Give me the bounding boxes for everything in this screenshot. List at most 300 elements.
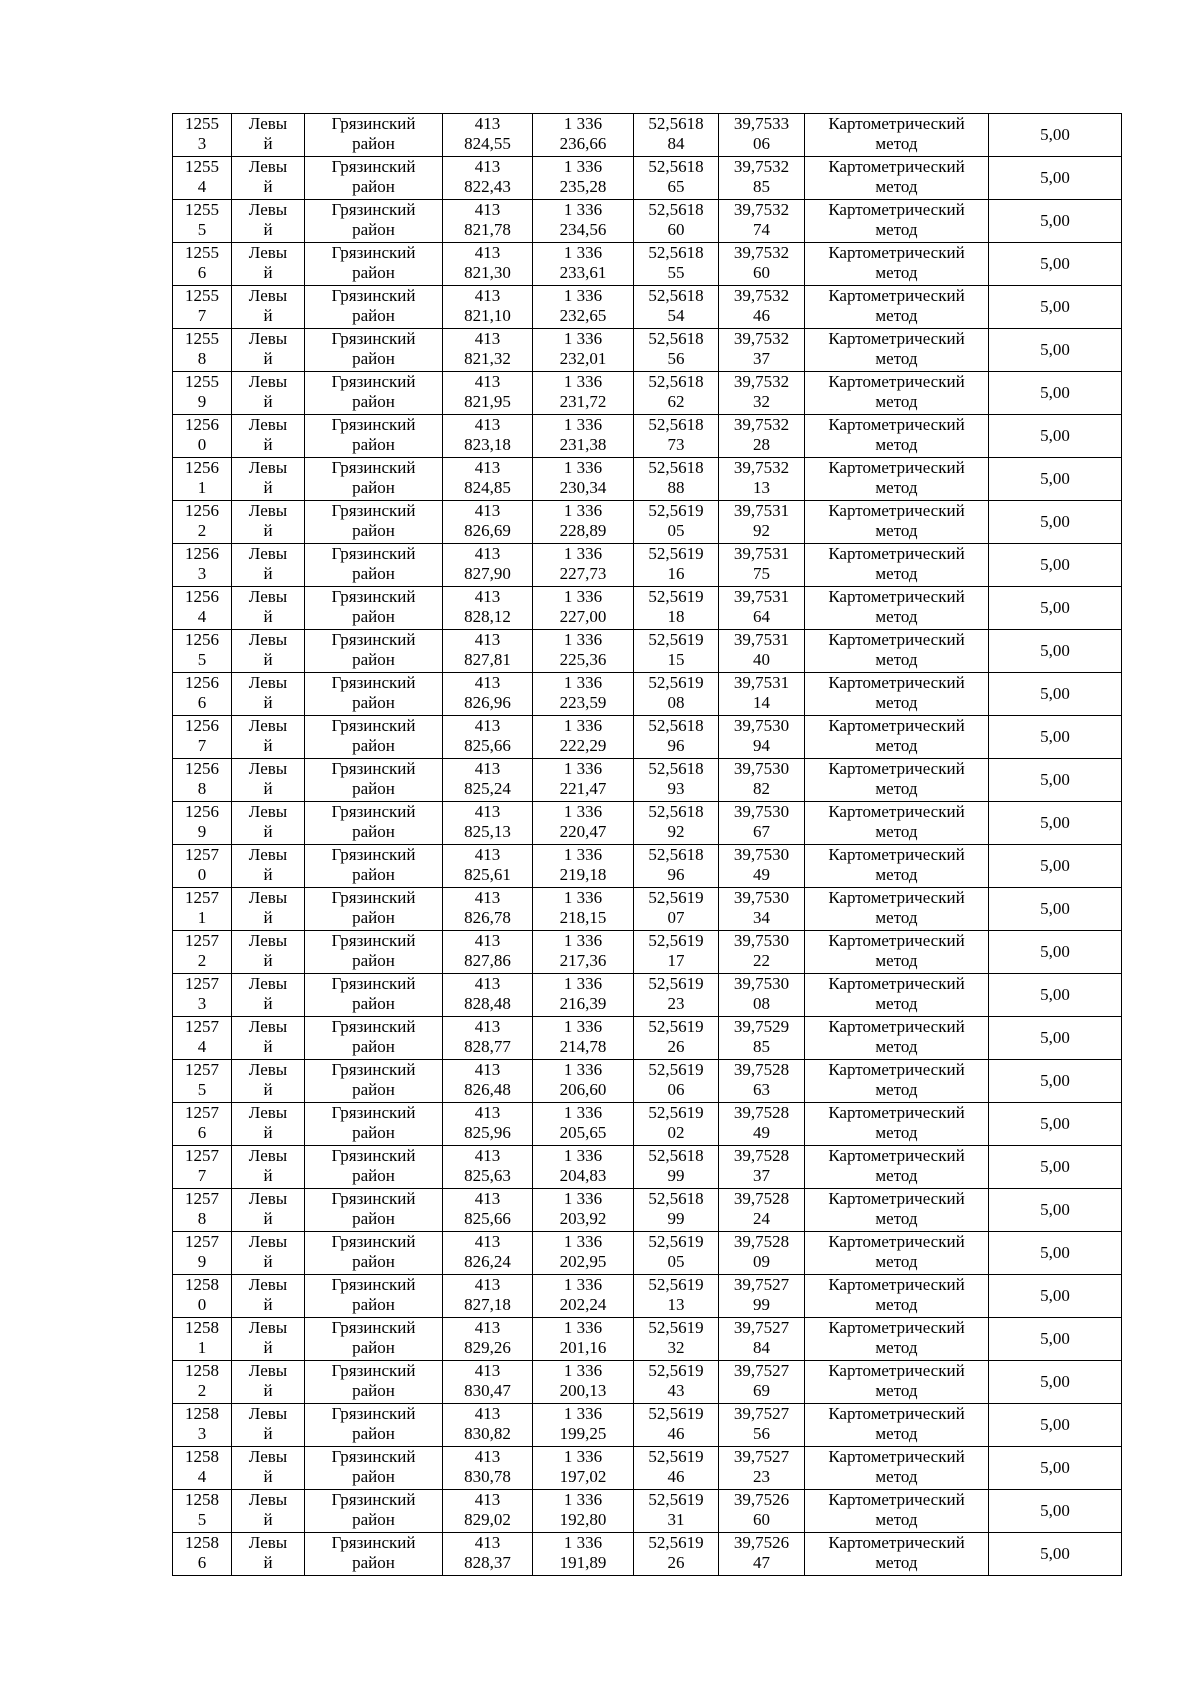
district-text: Грязинский: [331, 286, 416, 305]
side-cell: [232, 1060, 305, 1103]
coord-y-text: 227,00: [559, 607, 607, 626]
method-text: метод: [875, 478, 918, 497]
accuracy-text: 5,00: [1040, 1243, 1070, 1262]
district-cell: [305, 243, 443, 286]
method-text: метод: [875, 1467, 918, 1486]
longitude-text: 39,7532: [733, 243, 790, 262]
method-cell: [805, 1017, 989, 1060]
latitude-cell: [634, 759, 719, 802]
coord-x-cell: [443, 415, 533, 458]
longitude-cell: [719, 1533, 805, 1576]
coord-y-text: 219,18: [559, 865, 607, 884]
point-number-cell: [173, 1361, 232, 1404]
coord-x-text: 413: [474, 802, 501, 821]
method-cell: [805, 243, 989, 286]
latitude-text: 52,5618: [648, 1189, 704, 1208]
accuracy-text: 5,00: [1040, 1028, 1070, 1047]
latitude-text: 05: [667, 521, 685, 540]
accuracy-cell: [989, 415, 1122, 458]
longitude-text: 39,7527: [733, 1275, 790, 1294]
district-text: район: [352, 693, 395, 712]
longitude-text: 39,7526: [733, 1490, 790, 1509]
side-text: Левы: [248, 845, 288, 864]
side-cell: [232, 1404, 305, 1447]
district-text: район: [352, 1424, 395, 1443]
latitude-text: 55: [667, 263, 685, 282]
latitude-text: 52,5619: [648, 1318, 704, 1337]
accuracy-text: 5,00: [1040, 555, 1070, 574]
district-text: район: [352, 1037, 395, 1056]
coord-x-text: 824,55: [464, 134, 511, 153]
accuracy-text: 5,00: [1040, 985, 1070, 1004]
side-text: й: [263, 349, 273, 368]
side-text: й: [263, 607, 273, 626]
point-number-text: 1256: [185, 716, 219, 735]
point-number-text: 1256: [185, 458, 219, 477]
coord-y-text: 1 336: [563, 1318, 603, 1337]
point-number-text: 1255: [185, 114, 219, 133]
coord-x-text: 827,18: [464, 1295, 511, 1314]
longitude-text: 39,7526: [733, 1533, 790, 1552]
method-text: метод: [875, 865, 918, 884]
side-cell: [232, 1146, 305, 1189]
point-number-text: 1: [197, 908, 207, 927]
point-number-text: 2: [197, 1381, 207, 1400]
accuracy-cell: [989, 1404, 1122, 1447]
coord-y-text: 1 336: [563, 888, 603, 907]
side-text: Левы: [248, 200, 288, 219]
side-text: й: [263, 521, 273, 540]
coord-y-text: 1 336: [563, 286, 603, 305]
coord-y-text: 197,02: [559, 1467, 607, 1486]
table-row: [173, 286, 1122, 329]
point-number-text: 0: [197, 1295, 207, 1314]
point-number-cell: [173, 1533, 232, 1576]
coord-x-cell: [443, 458, 533, 501]
method-text: метод: [875, 134, 918, 153]
coord-x-text: 413: [474, 544, 501, 563]
point-number-text: 1257: [185, 1103, 219, 1122]
district-cell: [305, 157, 443, 200]
longitude-text: 39,7527: [733, 1447, 790, 1466]
latitude-text: 93: [667, 779, 685, 798]
side-cell: [232, 1189, 305, 1232]
longitude-cell: [719, 286, 805, 329]
coord-x-cell: [443, 974, 533, 1017]
point-number-text: 1255: [185, 372, 219, 391]
point-number-text: 4: [197, 607, 207, 626]
coord-x-text: 413: [474, 157, 501, 176]
table-row: [173, 931, 1122, 974]
longitude-text: 13: [753, 478, 770, 497]
coord-y-cell: [533, 329, 634, 372]
coord-y-text: 218,15: [559, 908, 607, 927]
coord-x-text: 413: [474, 1490, 501, 1509]
longitude-text: 85: [753, 1037, 770, 1056]
coord-y-text: 1 336: [563, 1232, 603, 1251]
coord-x-text: 413: [474, 243, 501, 262]
method-text: Картометрический: [828, 630, 965, 649]
latitude-text: 92: [667, 822, 685, 841]
side-text: й: [263, 435, 273, 454]
coord-x-text: 413: [474, 458, 501, 477]
point-number-cell: [173, 1404, 232, 1447]
point-number-text: 9: [197, 1252, 207, 1271]
coord-y-text: 220,47: [559, 822, 607, 841]
method-cell: [805, 157, 989, 200]
latitude-cell: [634, 845, 719, 888]
side-text: й: [263, 1381, 273, 1400]
accuracy-text: 5,00: [1040, 598, 1070, 617]
side-text: Левы: [248, 630, 288, 649]
coord-y-text: 1 336: [563, 931, 603, 950]
method-text: Картометрический: [828, 888, 965, 907]
accuracy-cell: [989, 931, 1122, 974]
longitude-text: 74: [753, 220, 770, 239]
longitude-cell: [719, 931, 805, 974]
district-text: Грязинский: [331, 1361, 416, 1380]
side-text: й: [263, 1209, 273, 1228]
accuracy-text: 5,00: [1040, 297, 1070, 316]
point-number-cell: [173, 157, 232, 200]
accuracy-cell: [989, 974, 1122, 1017]
point-number-text: 3: [197, 134, 207, 153]
coord-x-text: 829,26: [464, 1338, 511, 1357]
latitude-text: 52,5619: [648, 1275, 704, 1294]
coord-y-text: 1 336: [563, 458, 603, 477]
latitude-text: 52,5618: [648, 802, 704, 821]
side-text: й: [263, 392, 273, 411]
district-text: район: [352, 1166, 395, 1185]
coord-x-text: 413: [474, 1103, 501, 1122]
longitude-cell: [719, 1404, 805, 1447]
accuracy-text: 5,00: [1040, 426, 1070, 445]
longitude-text: 39,7532: [733, 286, 790, 305]
district-cell: [305, 1533, 443, 1576]
accuracy-text: 5,00: [1040, 684, 1070, 703]
latitude-text: 52,5619: [648, 673, 704, 692]
side-text: й: [263, 1510, 273, 1529]
side-cell: [232, 1318, 305, 1361]
district-text: район: [352, 1080, 395, 1099]
method-text: метод: [875, 1510, 918, 1529]
coord-y-cell: [533, 200, 634, 243]
side-text: й: [263, 1467, 273, 1486]
side-cell: [232, 974, 305, 1017]
coord-y-cell: [533, 630, 634, 673]
latitude-text: 88: [667, 478, 685, 497]
latitude-text: 32: [667, 1338, 685, 1357]
point-number-text: 1257: [185, 974, 219, 993]
accuracy-cell: [989, 114, 1122, 157]
side-cell: [232, 802, 305, 845]
district-text: район: [352, 1295, 395, 1314]
latitude-text: 52,5618: [648, 845, 704, 864]
method-text: Картометрический: [828, 716, 965, 735]
accuracy-text: 5,00: [1040, 813, 1070, 832]
accuracy-cell: [989, 1361, 1122, 1404]
longitude-text: 39,7531: [733, 544, 790, 563]
accuracy-text: 5,00: [1040, 1415, 1070, 1434]
side-text: Левы: [248, 329, 288, 348]
latitude-cell: [634, 716, 719, 759]
district-text: Грязинский: [331, 673, 416, 692]
latitude-text: 13: [667, 1295, 685, 1314]
point-number-cell: [173, 1060, 232, 1103]
side-text: Левы: [248, 1189, 288, 1208]
side-text: й: [263, 134, 273, 153]
accuracy-cell: [989, 1275, 1122, 1318]
method-text: метод: [875, 1252, 918, 1271]
coord-y-text: 1 336: [563, 1361, 603, 1380]
latitude-cell: [634, 1275, 719, 1318]
side-cell: [232, 716, 305, 759]
coord-y-cell: [533, 1017, 634, 1060]
coord-x-text: 413: [474, 1275, 501, 1294]
accuracy-text: 5,00: [1040, 340, 1070, 359]
method-cell: [805, 845, 989, 888]
latitude-text: 08: [667, 693, 685, 712]
method-text: метод: [875, 349, 918, 368]
method-text: Картометрический: [828, 415, 965, 434]
side-text: Левы: [248, 974, 288, 993]
district-text: район: [352, 177, 395, 196]
latitude-text: 52,5619: [648, 1533, 704, 1552]
method-text: Картометрический: [828, 759, 965, 778]
latitude-text: 16: [667, 564, 685, 583]
latitude-text: 26: [667, 1553, 685, 1572]
side-text: Левы: [248, 1146, 288, 1165]
side-text: Левы: [248, 802, 288, 821]
latitude-text: 52,5619: [648, 1232, 704, 1251]
district-text: Грязинский: [331, 157, 416, 176]
coord-x-text: 827,81: [464, 650, 511, 669]
point-number-cell: [173, 1232, 232, 1275]
latitude-text: 52,5618: [648, 286, 704, 305]
coord-x-text: 413: [474, 329, 501, 348]
longitude-cell: [719, 1232, 805, 1275]
coord-x-text: 826,24: [464, 1252, 511, 1271]
coord-y-text: 192,80: [559, 1510, 607, 1529]
district-cell: [305, 888, 443, 931]
district-text: Грязинский: [331, 544, 416, 563]
method-text: метод: [875, 1338, 918, 1357]
district-text: район: [352, 1123, 395, 1142]
coord-x-text: 825,66: [464, 1209, 511, 1228]
method-text: Картометрический: [828, 544, 965, 563]
longitude-cell: [719, 802, 805, 845]
point-number-text: 6: [197, 693, 207, 712]
side-text: й: [263, 263, 273, 282]
longitude-cell: [719, 1318, 805, 1361]
longitude-text: 60: [753, 263, 770, 282]
district-cell: [305, 544, 443, 587]
longitude-text: 47: [753, 1553, 770, 1572]
coord-x-text: 413: [474, 1017, 501, 1036]
coord-y-text: 1 336: [563, 1017, 603, 1036]
point-number-text: 5: [197, 220, 207, 239]
accuracy-cell: [989, 1318, 1122, 1361]
point-number-text: 9: [197, 392, 207, 411]
coord-y-text: 1 336: [563, 544, 603, 563]
point-number-text: 1256: [185, 673, 219, 692]
district-cell: [305, 1232, 443, 1275]
latitude-cell: [634, 931, 719, 974]
method-text: метод: [875, 521, 918, 540]
district-text: район: [352, 1553, 395, 1572]
coord-x-text: 413: [474, 1361, 501, 1380]
side-text: й: [263, 177, 273, 196]
accuracy-cell: [989, 544, 1122, 587]
method-text: метод: [875, 1123, 918, 1142]
latitude-cell: [634, 286, 719, 329]
coord-x-text: 413: [474, 1447, 501, 1466]
method-text: метод: [875, 1209, 918, 1228]
side-text: й: [263, 1338, 273, 1357]
coord-x-cell: [443, 1533, 533, 1576]
coord-x-text: 413: [474, 974, 501, 993]
point-number-text: 1: [197, 478, 207, 497]
side-text: й: [263, 1295, 273, 1314]
method-text: метод: [875, 650, 918, 669]
coord-y-text: 202,24: [559, 1295, 607, 1314]
coord-y-text: 1 336: [563, 243, 603, 262]
longitude-text: 39,7530: [733, 931, 790, 950]
latitude-cell: [634, 630, 719, 673]
longitude-cell: [719, 1103, 805, 1146]
district-cell: [305, 802, 443, 845]
coord-x-text: 828,37: [464, 1553, 511, 1572]
accuracy-text: 5,00: [1040, 856, 1070, 875]
district-text: Грязинский: [331, 458, 416, 477]
coord-y-text: 1 336: [563, 1447, 603, 1466]
table-row: [173, 1490, 1122, 1533]
district-cell: [305, 1404, 443, 1447]
point-number-cell: [173, 802, 232, 845]
point-number-cell: [173, 673, 232, 716]
method-text: Картометрический: [828, 673, 965, 692]
method-text: Картометрический: [828, 501, 965, 520]
coord-y-cell: [533, 243, 634, 286]
method-cell: [805, 544, 989, 587]
coord-x-cell: [443, 1232, 533, 1275]
longitude-text: 37: [753, 349, 770, 368]
latitude-cell: [634, 802, 719, 845]
side-cell: [232, 415, 305, 458]
point-number-text: 1256: [185, 802, 219, 821]
coord-y-text: 214,78: [559, 1037, 607, 1056]
district-cell: [305, 1361, 443, 1404]
method-text: метод: [875, 1553, 918, 1572]
table-row: [173, 587, 1122, 630]
coord-x-text: 821,10: [464, 306, 511, 325]
longitude-cell: [719, 114, 805, 157]
longitude-text: 39,7531: [733, 630, 790, 649]
coord-x-text: 826,69: [464, 521, 511, 540]
side-cell: [232, 200, 305, 243]
accuracy-cell: [989, 329, 1122, 372]
coord-y-cell: [533, 544, 634, 587]
longitude-cell: [719, 1060, 805, 1103]
accuracy-cell: [989, 458, 1122, 501]
accuracy-cell: [989, 1533, 1122, 1576]
longitude-text: 39,7527: [733, 1404, 790, 1423]
district-cell: [305, 458, 443, 501]
district-text: район: [352, 1467, 395, 1486]
point-number-cell: [173, 630, 232, 673]
longitude-text: 34: [753, 908, 770, 927]
latitude-text: 15: [667, 650, 685, 669]
coord-y-text: 206,60: [559, 1080, 607, 1099]
method-text: метод: [875, 564, 918, 583]
latitude-text: 52,5619: [648, 1447, 704, 1466]
table-row: [173, 114, 1122, 157]
longitude-text: 64: [753, 607, 770, 626]
latitude-text: 52,5619: [648, 544, 704, 563]
method-text: Картометрический: [828, 329, 965, 348]
latitude-text: 60: [667, 220, 685, 239]
side-text: Левы: [248, 1361, 288, 1380]
method-text: Картометрический: [828, 243, 965, 262]
longitude-text: 39,7532: [733, 200, 790, 219]
longitude-cell: [719, 329, 805, 372]
side-cell: [232, 673, 305, 716]
point-number-text: 8: [197, 349, 207, 368]
table-row: [173, 1447, 1122, 1490]
accuracy-text: 5,00: [1040, 1329, 1070, 1348]
longitude-cell: [719, 157, 805, 200]
district-text: Грязинский: [331, 759, 416, 778]
side-text: й: [263, 478, 273, 497]
latitude-text: 52,5618: [648, 1146, 704, 1165]
coord-x-cell: [443, 1275, 533, 1318]
longitude-text: 39,7532: [733, 329, 790, 348]
district-cell: [305, 587, 443, 630]
table-row: [173, 1232, 1122, 1275]
point-number-text: 9: [197, 822, 207, 841]
coord-x-cell: [443, 157, 533, 200]
point-number-cell: [173, 1103, 232, 1146]
table-row: [173, 501, 1122, 544]
district-text: Грязинский: [331, 1189, 416, 1208]
coord-x-text: 821,78: [464, 220, 511, 239]
latitude-text: 52,5618: [648, 329, 704, 348]
coord-x-cell: [443, 931, 533, 974]
longitude-text: 39,7531: [733, 587, 790, 606]
coord-x-cell: [443, 888, 533, 931]
accuracy-text: 5,00: [1040, 899, 1070, 918]
method-text: Картометрический: [828, 286, 965, 305]
latitude-text: 18: [667, 607, 685, 626]
coord-y-text: 1 336: [563, 630, 603, 649]
side-text: й: [263, 1166, 273, 1185]
method-text: Картометрический: [828, 1060, 965, 1079]
coord-x-cell: [443, 1361, 533, 1404]
longitude-text: 49: [753, 865, 770, 884]
longitude-text: 39,7530: [733, 716, 790, 735]
accuracy-cell: [989, 1146, 1122, 1189]
latitude-text: 17: [667, 951, 685, 970]
table-row: [173, 200, 1122, 243]
latitude-text: 54: [667, 306, 685, 325]
point-number-cell: [173, 931, 232, 974]
coord-x-cell: [443, 243, 533, 286]
side-text: й: [263, 1424, 273, 1443]
district-cell: [305, 1275, 443, 1318]
coord-y-text: 217,36: [559, 951, 607, 970]
coord-x-text: 413: [474, 1533, 501, 1552]
coord-y-cell: [533, 931, 634, 974]
